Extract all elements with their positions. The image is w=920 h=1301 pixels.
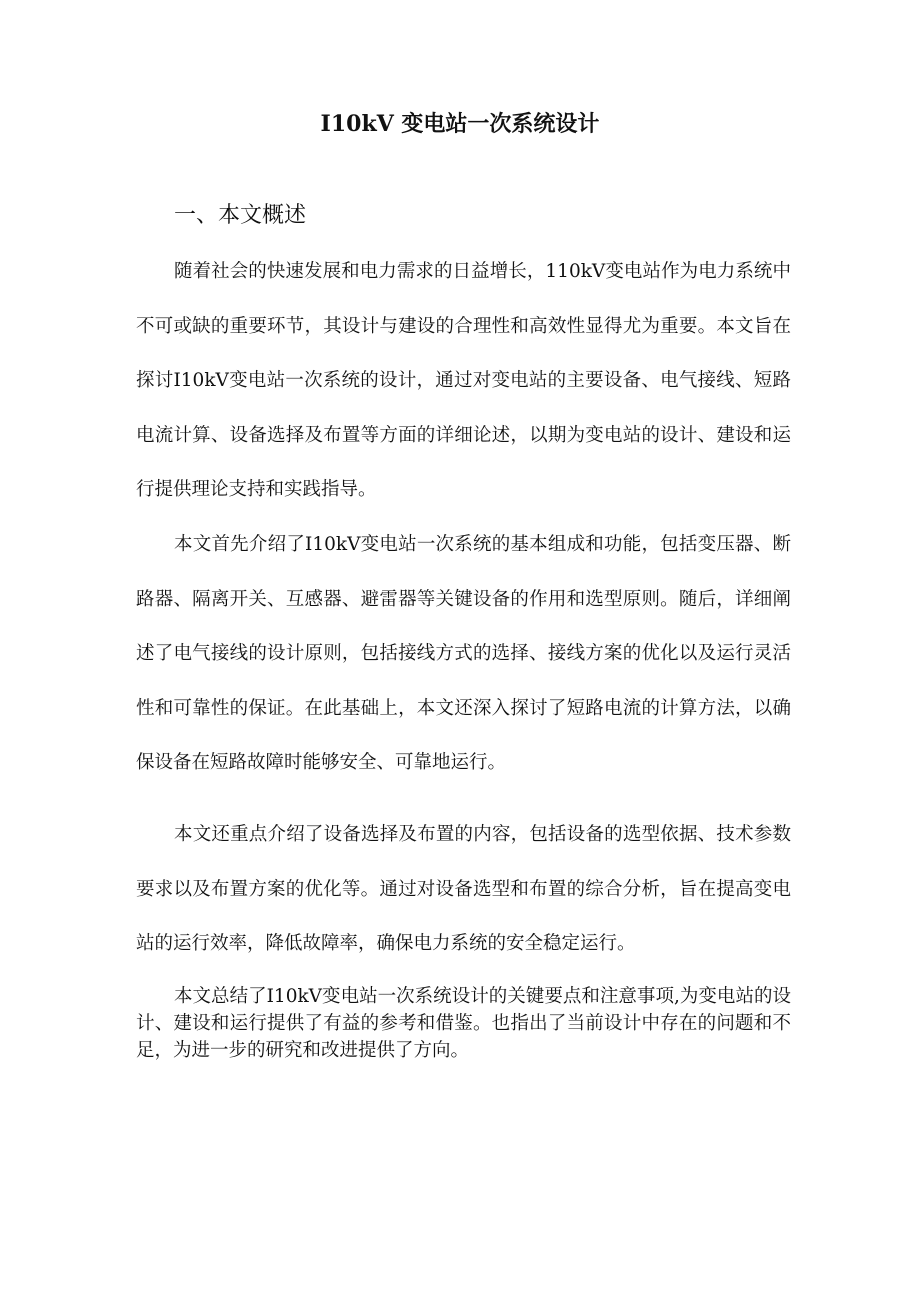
paragraph-4: 本文总结了I10kV变电站一次系统设计的关键要点和注意事项,为变电站的设计、建设和运行提供了有益的参考和借鉴。也指出了当前设计中存在的问题和不足，为进一步的研究和改进提供了方向。 [136,986,791,1061]
document-title-code: I10kV [320,111,394,137]
document-title [0,108,920,140]
paragraph-2: 本文首先介绍了I10kV变电站一次系统的基本组成和功能，包括变压器、断路器、隔离开关、互感器、避雷器等关键设备的作用和选型原则。随后，详细阐述了电气接线的设计原则，包括接线方式的选择、接线方案的优化以及运行灵活性和可靠性的保证。在此基础上，本文还深入探讨了短路电流的计算方法，以确保设备在短路故障时能够安全、可靠地运行。 [136,534,791,773]
paragraph-1: 随着社会的快速发展和电力需求的日益增长，110kV变电站作为电力系统中不可或缺的重要环节，其设计与建设的合理性和高效性显得尤为重要。本文旨在探讨I10kV变电站一次系统的设计，通过对变电站的主要设备、电气接线、短路电流计算、设备选择及布置等方面的详细论述，以期为变电站的设计、建设和运行提供理论支持和实践指导。 [136,261,791,500]
document-title-text: 变电站一次系统设计 [393,111,600,137]
section-heading: 一、本文概述 [174,203,307,228]
paragraph-3: 本文还重点介绍了设备选择及布置的内容，包括设备的选型依据、技术参数要求以及布置方案的优化等。通过对设备选型和布置的综合分析，旨在提高变电站的运行效率，降低故障率，确保电力系统的安全稳定运行。 [136,824,791,954]
